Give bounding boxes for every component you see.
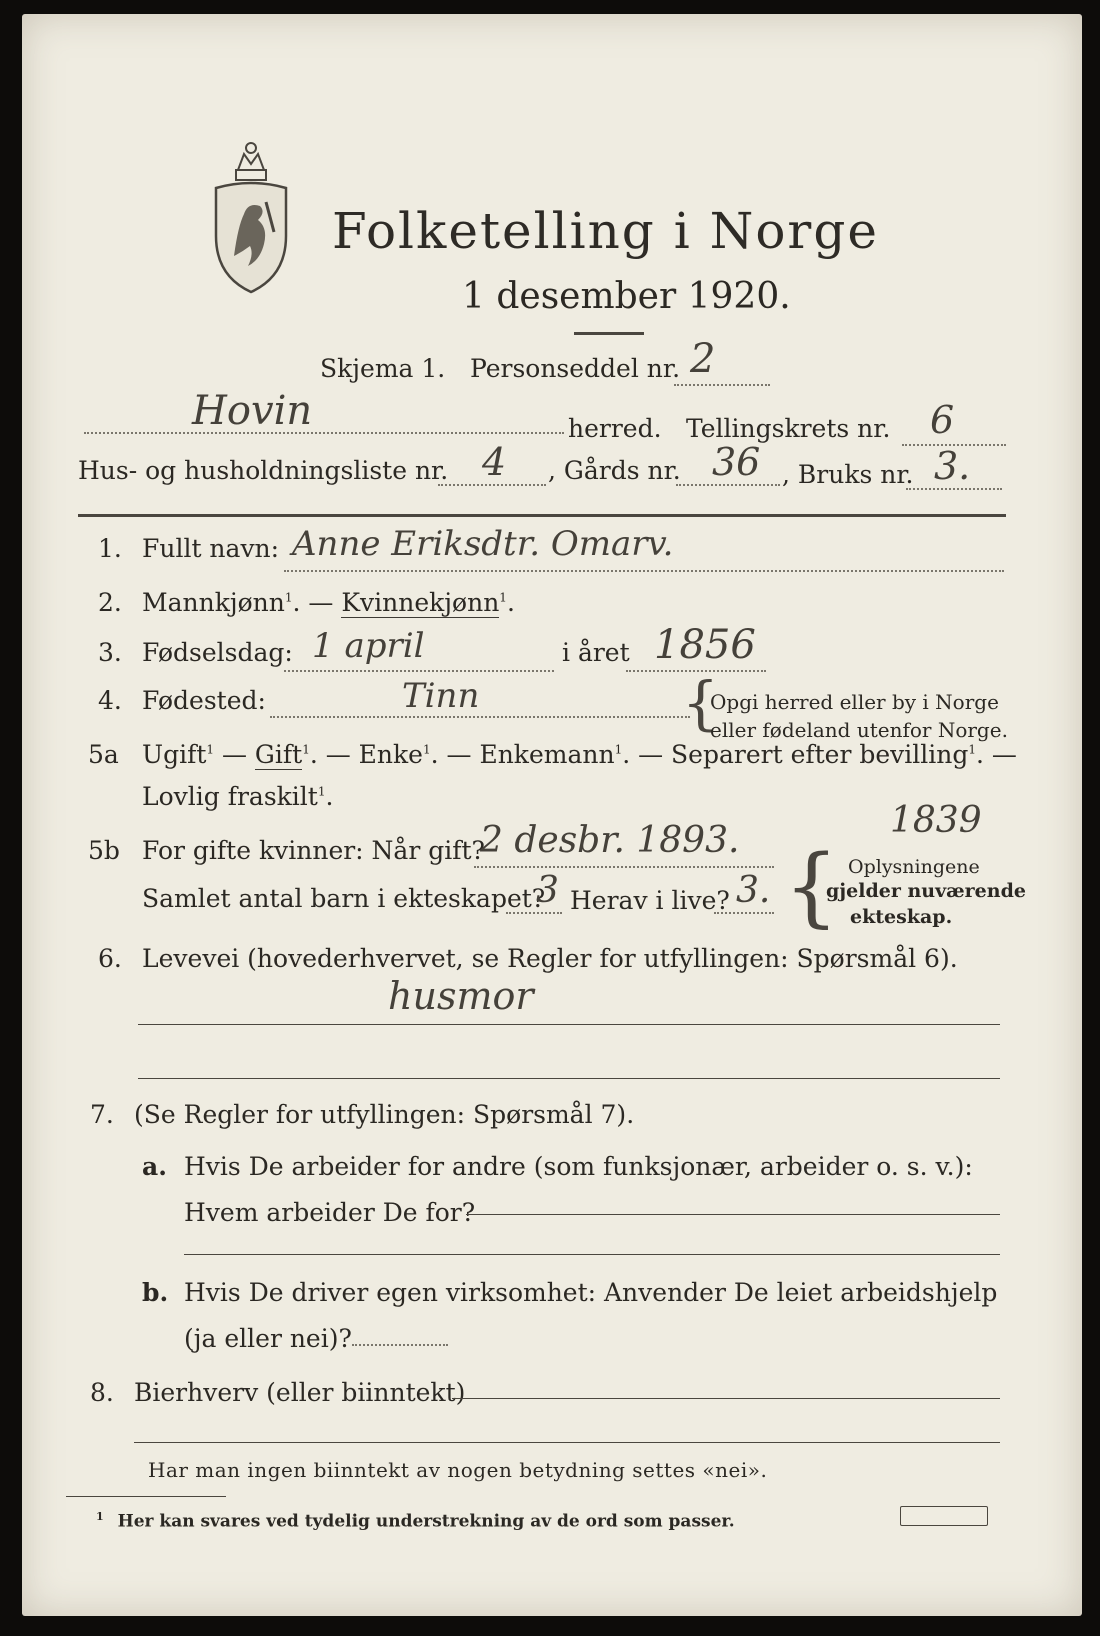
no-income-note: Har man ingen biinntekt av nogen betydning settes «nei». bbox=[148, 1458, 768, 1482]
q6-number: 6. bbox=[98, 944, 122, 973]
herred-value: Hovin bbox=[192, 388, 313, 434]
marital-fraskilt: Lovlig fraskilt$^1$. bbox=[142, 782, 334, 811]
q5b-number: 5b bbox=[88, 836, 120, 865]
q7-label: (Se Regler for utfyllingen: Spørsmål 7). bbox=[134, 1100, 635, 1129]
q7a-letter: a. bbox=[142, 1152, 167, 1181]
marital-options: Ugift$^1$ — Gift$^1$. — Enke$^1$. — Enkemann$^1$. — Separert efter bevilling$^1$. — bbox=[142, 740, 1017, 769]
marital-gift-option: Gift bbox=[254, 740, 303, 769]
personseddel-label: Personseddel nr. bbox=[470, 354, 681, 383]
q5b-note-line2: gjelder nuværende bbox=[826, 880, 1026, 902]
q7-number: 7. bbox=[90, 1100, 114, 1129]
q2-number: 2. bbox=[98, 588, 122, 617]
bruks-number: 3. bbox=[934, 444, 971, 488]
gender-options: Mannkjønn$^1$. — Kvinnekjønn$^1$. bbox=[142, 588, 515, 617]
married-date-value: 2 desbr. 1893. bbox=[480, 820, 740, 861]
husliste-number: 4 bbox=[482, 440, 507, 484]
q8-label: Bierhverv (eller biinntekt) bbox=[134, 1378, 466, 1407]
q5b-label: For gifte kvinner: Når gift? bbox=[142, 836, 485, 865]
birthplace-value: Tinn bbox=[402, 676, 480, 716]
husliste-label: Hus- og husholdningsliste nr. bbox=[78, 456, 449, 485]
tellingskrets-label: Tellingskrets nr. bbox=[686, 414, 891, 443]
q3-number: 3. bbox=[98, 638, 122, 667]
q1-number: 1. bbox=[98, 534, 122, 563]
q7a-text: Hvis De arbeider for andre (som funksjonær, arbeider o. s. v.): bbox=[184, 1152, 973, 1181]
skjema-label: Skjema 1. bbox=[320, 354, 446, 383]
q7a-question: Hvem arbeider De for? bbox=[184, 1198, 476, 1227]
birth-day-value: 1 april bbox=[312, 626, 425, 666]
marriage-extra-year: 1839 bbox=[890, 800, 982, 841]
children-alive-value: 3. bbox=[736, 870, 771, 911]
q5b-note-line1: Oplysningene bbox=[848, 856, 980, 878]
bruks-label: , Bruks nr. bbox=[782, 460, 914, 489]
q6-label: Levevei (hovederhvervet, se Regler for utfyllingen: Spørsmål 6). bbox=[142, 944, 958, 973]
q7b-question: (ja eller nei)? bbox=[184, 1324, 352, 1353]
q8-number: 8. bbox=[90, 1378, 114, 1407]
occupation-value: husmor bbox=[388, 974, 534, 1018]
children-alive-label: Herav i live? bbox=[570, 886, 730, 915]
q4-number: 4. bbox=[98, 686, 122, 715]
personseddel-number: 2 bbox=[690, 336, 716, 382]
q5b-brace: { bbox=[784, 837, 839, 937]
children-total-value: 3 bbox=[536, 870, 559, 911]
full-name-value: Anne Eriksdtr. Omarv. bbox=[292, 524, 674, 564]
herred-label: herred. bbox=[568, 414, 662, 443]
norwegian-lion-coat-of-arms-icon bbox=[208, 136, 294, 296]
gender-female-option: Kvinnekjønn bbox=[341, 588, 500, 617]
gender-male-option: Mannkjønn bbox=[142, 588, 285, 617]
q7b-letter: b. bbox=[142, 1278, 169, 1307]
page-title: Folketelling i Norge bbox=[332, 202, 879, 260]
tellingskrets-number: 6 bbox=[930, 398, 955, 442]
q3-year-label: i året bbox=[562, 638, 630, 667]
q4-brace: { bbox=[682, 669, 719, 737]
birth-year-value: 1856 bbox=[654, 622, 756, 668]
gards-label: , Gårds nr. bbox=[548, 456, 681, 485]
q3-label: Fødselsdag: bbox=[142, 638, 293, 667]
census-form-page bbox=[22, 14, 1082, 1616]
children-label: Samlet antal barn i ekteskapet? bbox=[142, 884, 546, 913]
footnote: $^1$ Her kan svares ved tydelig understrekning av de ord som passer. bbox=[96, 1510, 735, 1532]
printer-stamp-icon bbox=[900, 1506, 988, 1526]
census-date: 1 desember 1920. bbox=[462, 276, 791, 317]
q5b-note-line3: ekteskap. bbox=[850, 906, 953, 928]
q4-label: Fødested: bbox=[142, 686, 266, 715]
q5a-number: 5a bbox=[88, 740, 119, 769]
q7b-text: Hvis De driver egen virksomhet: Anvender De leiet arbeidshjelp bbox=[184, 1278, 998, 1307]
q4-note-line2: eller fødeland utenfor Norge. bbox=[710, 718, 1008, 742]
q4-note-line1: Opgi herred eller by i Norge bbox=[710, 690, 999, 714]
q1-label: Fullt navn: bbox=[142, 534, 280, 563]
gards-number: 36 bbox=[712, 440, 761, 484]
